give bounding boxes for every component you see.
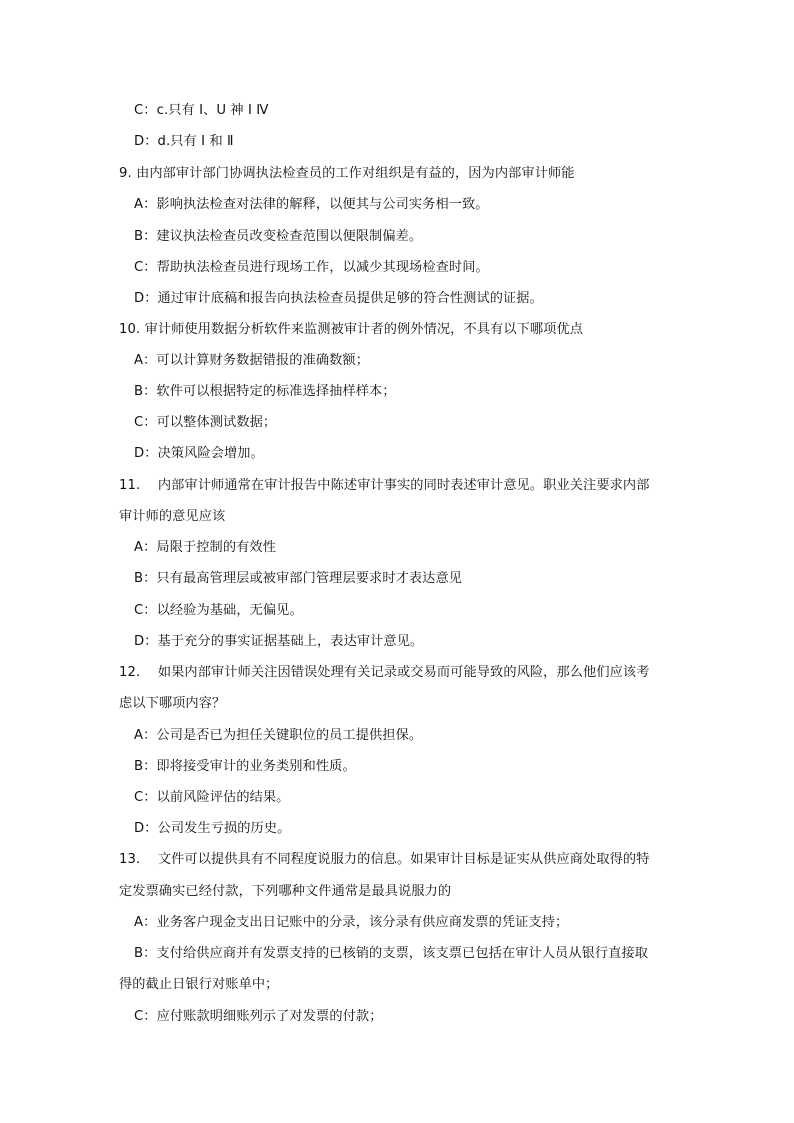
- question-9-text: 9. 由内部审计部门协调执法检查员的工作对组织是有益的，因为内部审计师能: [119, 166, 575, 181]
- question-10-text: 10. 审计师使用数据分析软件来监测被审计者的例外情况，不具有以下哪项优点: [119, 322, 584, 337]
- question-13-option-b: B：支付给供应商并有发票支持的已核销的支票，该支票已包括在审计人员从银行直接取: [134, 946, 649, 961]
- question-10-option-a: A：可以计算财务数据错报的准确数额；: [134, 353, 370, 368]
- question-12-option-b: B：即将接受审计的业务类别和性质。: [134, 759, 356, 774]
- question-12-text: 12. 如果内部审计师关注因错误处理有关记录或交易而可能导致的风险，那么他们应该考: [119, 665, 650, 680]
- question-11-continuation: 审计师的意见应该: [119, 509, 226, 524]
- question-11-option-b: B：只有最高管理层或被审部门管理层要求时才表达意见: [134, 571, 463, 586]
- question-12-option-d: D：公司发生亏损的历史。: [134, 821, 291, 836]
- question-9-option-d: D：通过审计底稿和报告向执法检查员提供足够的符合性测试的证据。: [134, 291, 543, 306]
- question-12-option-a: A：公司是否已为担任关键职位的员工提供担保。: [134, 728, 423, 743]
- question-13-continuation: 定发票确实已经付款，下列哪种文件通常是最具说服力的: [119, 884, 452, 899]
- question-9-option-c: C：帮助执法检查员进行现场工作，以减少其现场检查时间。: [134, 260, 489, 275]
- question-13-text: 13. 文件可以提供具有不同程度说服力的信息。如果审计目标是证实从供应商处取得的特: [119, 852, 650, 867]
- question-11-text: 11. 内部审计师通常在审计报告中陈述审计事实的同时表述审计意见。职业关注要求内部: [119, 478, 650, 493]
- option-d-line: D：d.只有 Ⅰ 和 Ⅱ: [134, 134, 234, 149]
- question-10-option-d: D：决策风险会增加。: [134, 446, 264, 461]
- question-12-continuation: 虑以下哪项内容？: [119, 696, 226, 711]
- question-10-option-c: C：可以整体测试数据；: [134, 415, 277, 430]
- question-10-option-b: B：软件可以根据特定的标准选择抽样样本；: [134, 384, 396, 399]
- question-13-option-c: C：应付账款明细账列示了对发票的付款；: [134, 1009, 383, 1024]
- question-9-option-a: A：影响执法检查对法律的解释，以便其与公司实务相一致。: [134, 197, 489, 212]
- option-c-line: C：c.只有 Ⅰ、U 神 Ⅰ Ⅳ: [134, 103, 269, 118]
- question-9-option-b: B：建议执法检查员改变检查范围以便限制偏差。: [134, 229, 423, 244]
- question-13-option-a: A：业务客户现金支出日记账中的分录，该分录有供应商发票的凭证支持；: [134, 915, 569, 930]
- question-12-option-c: C：以前风险评估的结果。: [134, 790, 290, 805]
- question-11-option-a: A：局限于控制的有效性: [134, 540, 276, 555]
- question-13-option-b-continuation: 得的截止日银行对账单中；: [119, 977, 279, 992]
- question-11-option-c: C：以经验为基础，无偏见。: [134, 603, 303, 618]
- question-11-option-d: D：基于充分的事实证据基础上，表达审计意见。: [134, 634, 424, 649]
